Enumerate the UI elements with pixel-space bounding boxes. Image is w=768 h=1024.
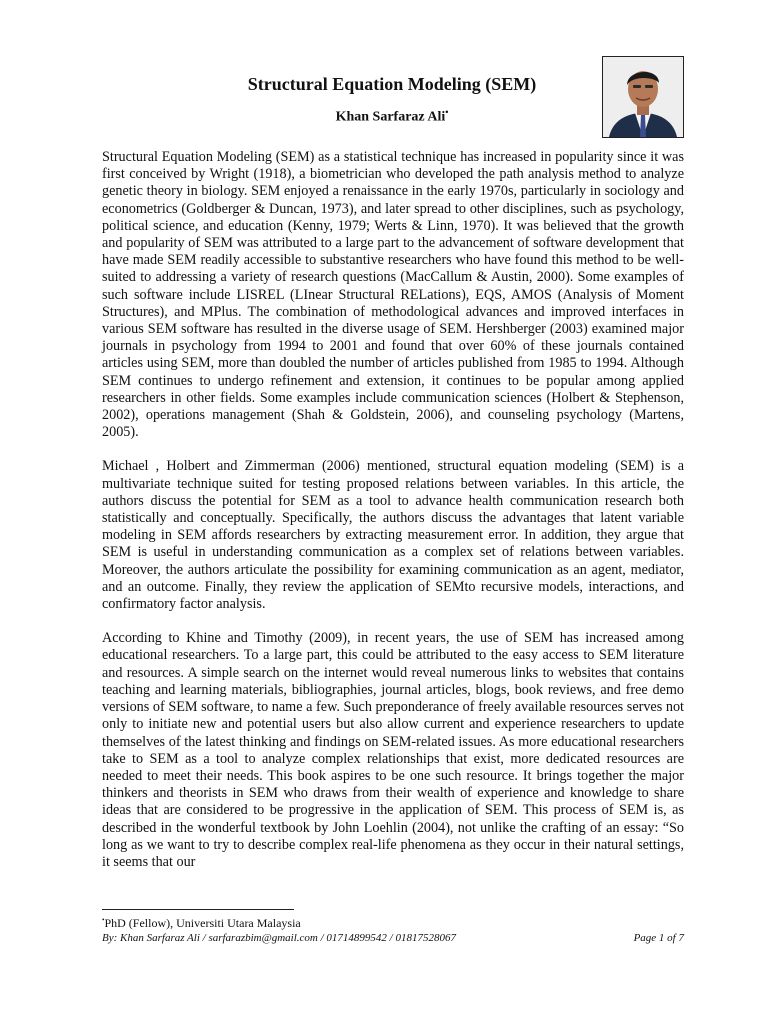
author-name <box>102 107 682 126</box>
paragraph-2: Michael , Holbert and Zimmerman (2006) mentioned, structural equation modeling (SEM) is a multivariate technique suited for testing proposed relations between variables. In this article, the authors discuss the potential for SEM as a tool to advance health communication research both statistically and conceptually. Specifically, the authors discuss the advantages that latent variable modeling in SEM affords researchers by extracting measurement error. In addition, they argue that SEM is useful in understanding communication as a complex set of relations between variables. Moreover, the authors articulate the possibility for examining communication as an agent, mediator, and an outcome. Finally, they review the application of SEMto recursive models, interactions, and confirmatory factor analysis. <box>102 458 684 613</box>
page-footer <box>102 932 684 944</box>
footnote-mark: • <box>102 916 105 924</box>
footnote-text: PhD (Fellow), Universiti Utara Malaysia <box>104 916 301 930</box>
paragraph-1: Structural Equation Modeling (SEM) as a statistical technique has increased in popularity since it was first conceived by Wright (1918), a biometrician who developed the path analysis method to analyze genetic theory in biology. SEM enjoyed a renaissance in the early 1970s, particularly in sociology and econometrics (Goldberger & Duncan, 1973), and later spread to other disciplines, such as psychology, political science, and education (Kenny, 1979; Werts & Linn, 1970). It was believed that the growth and popularity of SEM was attributed to a large part to the advancement of software development that have made SEM readily accessible to substantive researchers who have found this method to be well-suited to addressing a variety of research questions (MacCallum & Austin, 2000). Some examples of such software include LISREL (LInear Structural RELations), EQS, AMOS (Analysis of Moment Structures), and MPlus. The combination of methodological advances and improved interfaces in various SEM software has resulted in the diverse usage of SEM. Hershberger (2003) examined major journals in psychology from 1994 to 2001 and found that over 60% of these journals contained articles using SEM, more than doubled the number of articles published from 1985 to 1994. Although SEM continues to undergo refinement and extension, it continues to be popular among applied researchers in other fields. Some examples include communication sciences (Holbert & Stephenson, 2002), operations management (Shah & Goldstein, 2006), and counseling psychology (Martens, 2005). <box>102 149 684 441</box>
paragraph-3: According to Khine and Timothy (2009), in recent years, the use of SEM has increased among educational researchers. To a large part, this could be attributed to the easy access to SEM literature and resources. A simple search on the internet would reveal numerous links to websites that contains teaching and learning materials, bibliographies, journal articles, blogs, book reviews, and free demo versions of SEM software, to name a few. Such preponderance of freely available resources serves not only to initiate new and potential users but also allow current and experience researchers to update themselves of the latest thinking and findings on SEM-related issues. As more educational researchers take to SEM as a tool to analyze complex relationships that exist, more dedicated resources are needed to meet their needs. This book aspires to be one such resource. It brings together the major thinkers and theorists in SEM who draws from their wealth of experience and knowledge to share ideas that are considered to be progressive in the application of SEM. This process of SEM is, as described in the wonderful textbook by John Loehlin (2004), not unlike the crafting of an essay: “So long as we want to try to describe complex real-life phenomena as they occur in their natural settings, it seems that our <box>102 630 684 870</box>
page-number: Page 1 of 7 <box>633 932 684 944</box>
author-name-text: Khan Sarfaraz Ali <box>335 109 446 125</box>
footnote-divider <box>102 909 294 910</box>
footnote <box>102 916 301 931</box>
footer-contact: By: Khan Sarfaraz Ali / sarfarazbim@gmail.com / 01714899542 / 01817528067 <box>102 932 456 944</box>
page-title: Structural Equation Modeling (SEM) <box>247 74 537 94</box>
author-footnote-mark: • <box>445 107 449 117</box>
author-photo <box>602 56 684 138</box>
body-text <box>102 149 684 888</box>
author-photo-icon <box>603 57 683 137</box>
